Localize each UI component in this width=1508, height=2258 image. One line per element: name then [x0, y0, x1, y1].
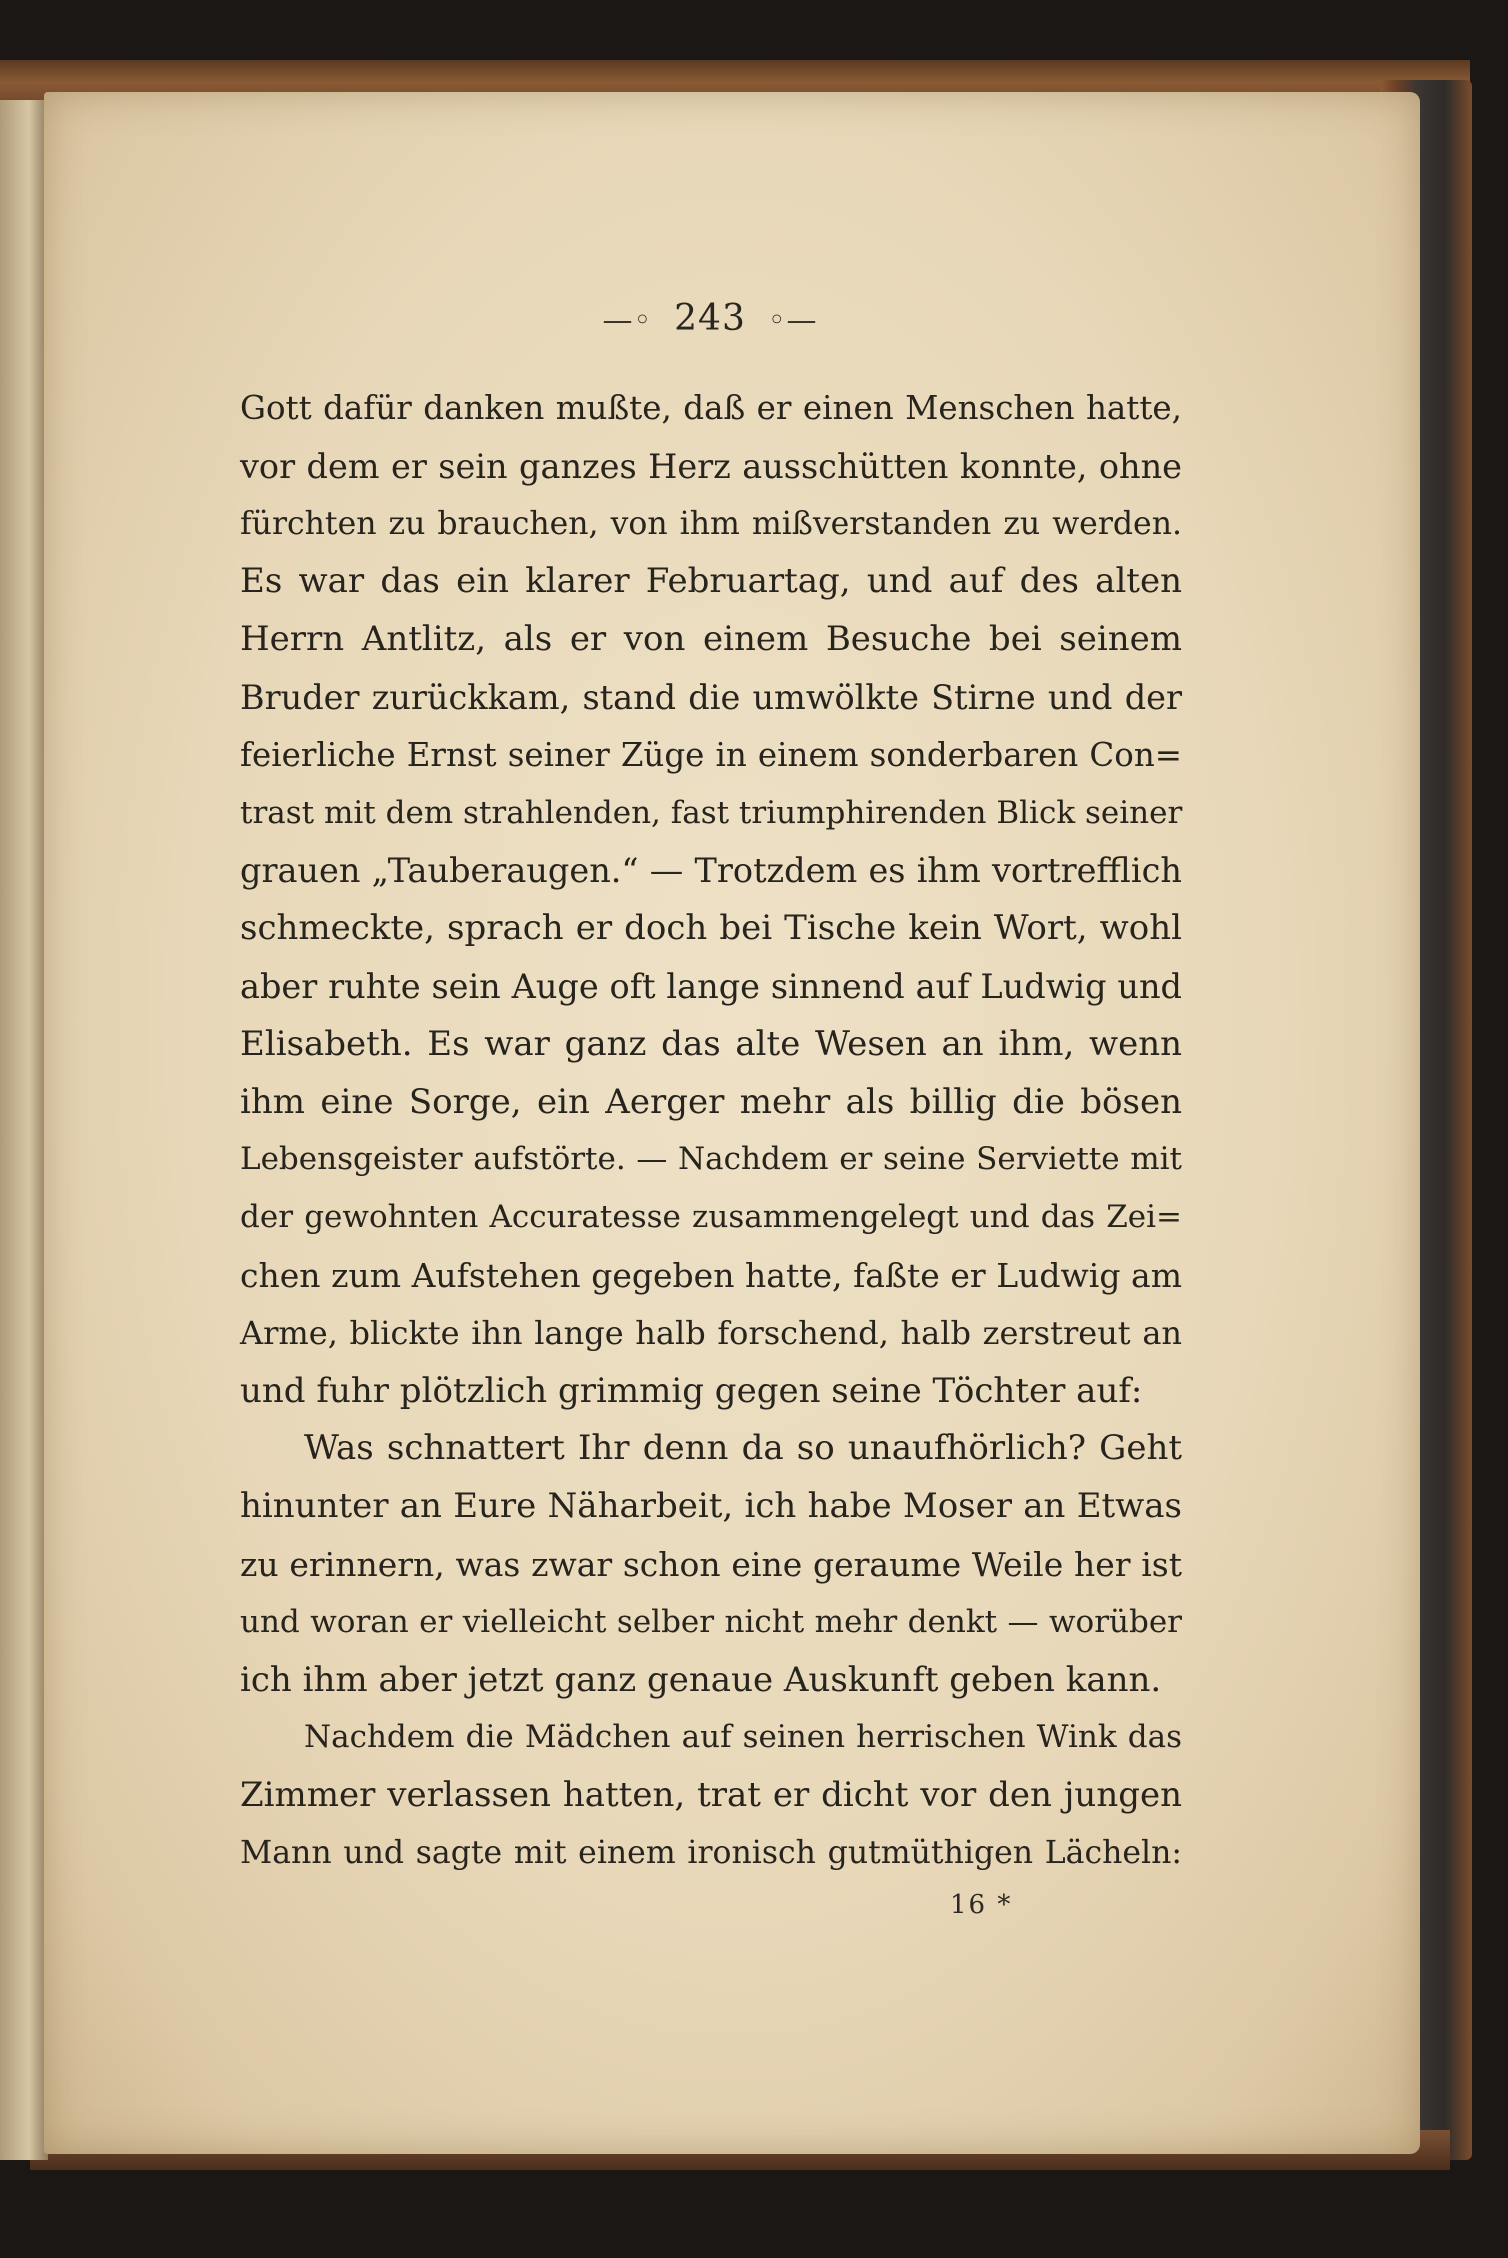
- text-line: grauen „Tauberaugen.“ — Trotzdem es ihm vortrefflich: [240, 851, 1182, 891]
- text-line: Elisabeth. Es war ganz das alte Wesen an ihm, wenn: [240, 1023, 1182, 1064]
- text-line: Mann und sagte mit einem ironisch gutmüthigen Lächeln:: [240, 1834, 1182, 1871]
- text-line: Was schnattert Ihr denn da so unaufhörlich? Geht: [304, 1428, 1182, 1469]
- body-text: [240, 380, 1182, 1883]
- text-line: chen zum Aufstehen gegeben hatte, faßte er Ludwig am: [240, 1255, 1182, 1295]
- header-ornament-left: —◦: [602, 303, 653, 338]
- text-line: fürchten zu brauchen, von ihm mißverstanden zu werden.: [240, 505, 1182, 542]
- text-line: der gewohnten Accuratesse zusammengelegt und das Zei=: [240, 1199, 1182, 1236]
- page-number: 243: [674, 298, 746, 339]
- text-line: Es war das ein klarer Februartag, und auf des alten: [240, 561, 1182, 602]
- text-line: aber ruhte sein Auge oft lange sinnend auf Ludwig und: [240, 966, 1182, 1006]
- text-line: Herrn Antlitz, als er von einem Besuche bei seinem: [240, 619, 1182, 660]
- text-line: hinunter an Eure Näharbeit, ich habe Moser an Etwas: [240, 1486, 1182, 1527]
- text-line: zu erinnern, was zwar schon eine geraume Weile her ist: [240, 1544, 1182, 1584]
- text-line: Zimmer verlassen hatten, trat er dicht vor den jungen: [240, 1775, 1182, 1816]
- text-line: feierliche Ernst seiner Züge in einem sonderbaren Con=: [240, 735, 1182, 774]
- text-line: Gott dafür danken mußte, daß er einen Menschen hatte,: [240, 389, 1182, 427]
- facing-page-edge: [0, 100, 48, 2160]
- text-line: Arme, blickte ihn lange halb forschend, halb zerstreut an: [240, 1313, 1182, 1352]
- text-line: vor dem er sein ganzes Herz ausschütten konnte, ohne: [240, 446, 1182, 486]
- signature-mark: 16 *: [950, 1890, 1013, 1920]
- header-ornament-right: ◦—: [767, 303, 818, 338]
- text-line: Lebensgeister aufstörte. — Nachdem er seine Serviette mit: [240, 1141, 1182, 1178]
- text-line: ich ihm aber jetzt ganz genaue Auskunft geben kann.: [240, 1659, 1162, 1700]
- text-line: und woran er vielleicht selber nicht mehr denkt — worüber: [240, 1603, 1182, 1640]
- text-line: trast mit dem strahlenden, fast triumphirenden Blick seiner: [240, 794, 1183, 831]
- text-line: Nachdem die Mädchen auf seinen herrischen Wink das: [304, 1719, 1182, 1756]
- text-line: Bruder zurückkam, stand die umwölkte Stirne und der: [240, 677, 1182, 717]
- text-line: schmeckte, sprach er doch bei Tische kein Wort, wohl: [240, 908, 1182, 949]
- page-header: [0, 298, 1420, 339]
- text-line: und fuhr plötzlich grimmig gegen seine Töchter auf:: [240, 1370, 1143, 1411]
- text-line: ihm eine Sorge, ein Aerger mehr als billig die bösen: [240, 1081, 1182, 1122]
